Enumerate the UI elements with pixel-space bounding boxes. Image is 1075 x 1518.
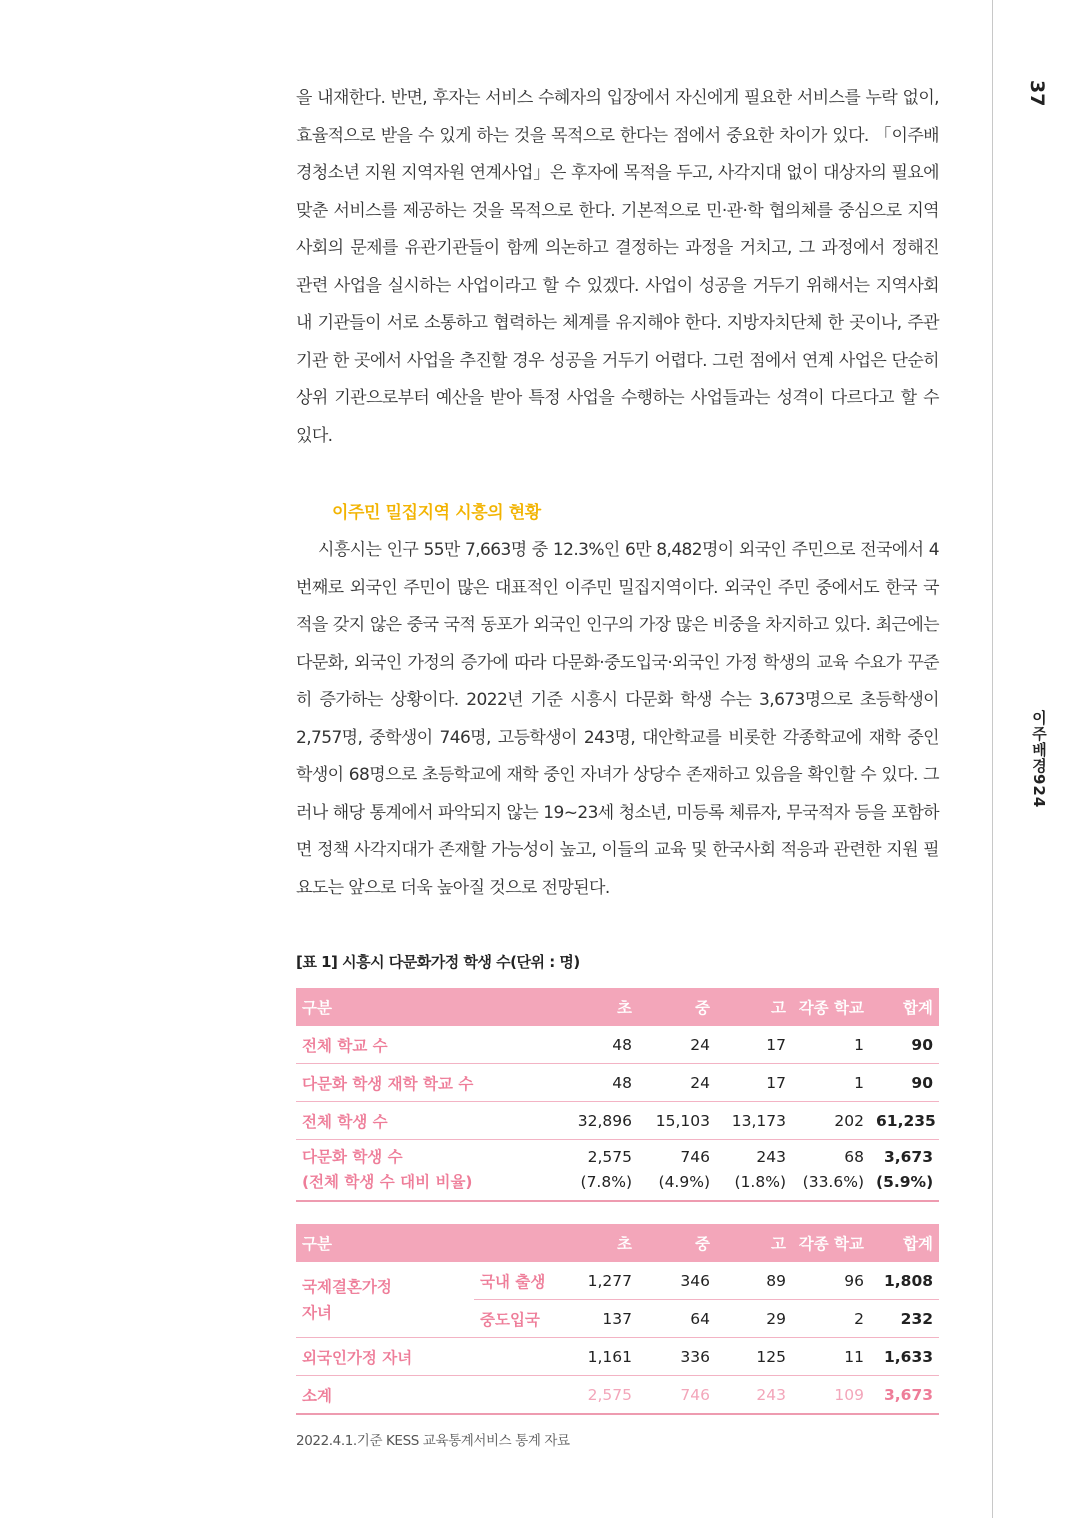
header-total: 합계 — [870, 988, 939, 1026]
cell: 24 — [638, 1064, 716, 1102]
cell: 1,161 — [566, 1338, 638, 1376]
cell: 746 — [638, 1376, 716, 1415]
header-misc-school: 각종 학교 — [792, 988, 870, 1026]
cell: 202 — [792, 1102, 870, 1140]
cell: 346 — [638, 1262, 716, 1300]
cell-ratio: (7.8%) — [580, 1173, 632, 1191]
group-label-line-2: 자녀 — [302, 1303, 332, 1322]
total-cell: 1,633 — [870, 1338, 939, 1376]
header-category: 구분 — [296, 988, 566, 1026]
table-row — [296, 1262, 939, 1300]
table-2 — [296, 1224, 939, 1415]
row-label-line-1: 다문화 학생 수 — [302, 1148, 403, 1166]
cell — [716, 1140, 792, 1202]
header-category: 구분 — [296, 1224, 566, 1262]
source-note: 2022.4.1.기준 KESS 교육통계서비스 통계 자료 — [296, 1433, 570, 1449]
row-label: 다문화 학생 재학 학교 수 — [296, 1064, 566, 1102]
header-high: 고 — [716, 1224, 792, 1262]
header-elementary: 초 — [566, 988, 638, 1026]
header-middle: 중 — [638, 1224, 716, 1262]
cell: 1 — [792, 1064, 870, 1102]
cell: 243 — [716, 1376, 792, 1415]
cell: 1 — [792, 1026, 870, 1064]
header-middle: 중 — [638, 988, 716, 1026]
cell-count: 68 — [844, 1148, 864, 1166]
header-misc-school: 각종 학교 — [792, 1224, 870, 1262]
cell-count: 243 — [756, 1148, 786, 1166]
table-row — [296, 1376, 939, 1415]
cell: 109 — [792, 1376, 870, 1415]
table-1-header — [296, 988, 939, 1026]
section-title: 이주민 밀집지역 시흥의 현황 — [332, 503, 541, 523]
row-label: 전체 학교 수 — [296, 1026, 566, 1064]
total-cell: 3,673 — [870, 1376, 939, 1415]
cell: 48 — [566, 1064, 638, 1102]
cell-count: 3,673 — [883, 1148, 933, 1166]
cell: 96 — [792, 1262, 870, 1300]
cell: 13,173 — [716, 1102, 792, 1140]
total-cell: 90 — [870, 1064, 939, 1102]
cell: 11 — [792, 1338, 870, 1376]
total-cell: 1,808 — [870, 1262, 939, 1300]
cell: 17 — [716, 1026, 792, 1064]
cell-ratio: (4.9%) — [658, 1173, 710, 1191]
table-row — [296, 1026, 939, 1064]
sub-label: 중도입국 — [474, 1300, 566, 1338]
row-label — [296, 1140, 566, 1202]
cell — [792, 1140, 870, 1202]
group-label — [296, 1262, 474, 1338]
paragraph-2: 시흥시는 인구 55만 7,663명 중 12.3%인 6만 8,482명이 외국인 주민으로 전국에서 4번째로 외국인 주민이 많은 대표적인 이주민 밀집지역이다. 외국인 주민 중에서도 한국 국적을 갖지 않은 중국 국적 동포가 외국인 인구의 가장 많은 비중을 차지하고 있다. 최근에는 다문화, 외국인 가정의 증가에 따라 다문화·중도입국·외국인 가정 학생의 교육 수요가 꾸준히 증가하는 상황이다. 2022년 기준 시흥시 다문화 학생 수는 3,673명으로 초등학생이 2,757명, 중학생이 746명, 고등학생이 243명, 대안학교를 비롯한 각종학교에 재학 중인 학생이 68명으로 초등학교에 재학 중인 자녀가 상당수 존재하고 있음을 확인할 수 있다. 그러나 해당 통계에서 파악되지 않는 19~23세 청소년, 미등록 체류자, 무국적자 등을 포함하면 정책 사각지대가 존재할 가능성이 높고, 이들의 교육 및 한국사회 적응과 관련한 지원 필요도는 앞으로 더욱 높아질 것으로 전망된다. — [296, 540, 939, 898]
total-cell — [870, 1140, 939, 1202]
cell-count: 2,575 — [587, 1148, 632, 1166]
cell-ratio: (5.9%) — [876, 1173, 934, 1191]
row-label: 외국인가정 자녀 — [296, 1338, 566, 1376]
cell: 48 — [566, 1026, 638, 1064]
table-row — [296, 1102, 939, 1140]
cell: 1,277 — [566, 1262, 638, 1300]
header-high: 고 — [716, 988, 792, 1026]
table-caption: [표 1] 시흥시 다문화가정 학생 수(단위 : 명) — [296, 953, 580, 971]
row-label-line-2: (전체 학생 수 대비 비율) — [302, 1173, 473, 1191]
total-cell: 90 — [870, 1026, 939, 1064]
table-1 — [296, 988, 939, 1202]
cell: 89 — [716, 1262, 792, 1300]
paragraph-1: 을 내재한다. 반면, 후자는 서비스 수혜자의 입장에서 자신에게 필요한 서비스를 누락 없이, 효율적으로 받을 수 있게 하는 것을 목적으로 한다는 점에서 중요한 차이가 있다. 「이주배경청소년 지원 지역자원 연계사업」은 후자에 목적을 두고, 사각지대 없이 대상자의 필요에 맞춘 서비스를 제공하는 것을 목적으로 한다. 기본적으로 민·관·학 협의체를 중심으로 지역사회의 문제를 유관기관들이 함께 의논하고 결정하는 과정을 거치고, 그 과정에서 정해진 관련 사업을 실시하는 사업이라고 할 수 있겠다. 사업이 성공을 거두기 위해서는 지역사회 내 기관들이 서로 소통하고 협력하는 체계를 유지해야 한다. 지방자치단체 한 곳이나, 주관기관 한 곳에서 사업을 추진할 경우 성공을 거두기 어렵다. 그런 점에서 연계 사업은 단순히 상위 기관으로부터 예산을 받아 특정 사업을 수행하는 사업들과는 성격이 다르다고 할 수 있다. — [296, 88, 939, 446]
total-cell: 61,235 — [870, 1102, 939, 1140]
table-row — [296, 1338, 939, 1376]
article-body — [296, 80, 939, 1449]
cell: 125 — [716, 1338, 792, 1376]
cell: 137 — [566, 1300, 638, 1338]
sub-label: 국내 출생 — [474, 1262, 566, 1300]
cell: 17 — [716, 1064, 792, 1102]
total-cell: 232 — [870, 1300, 939, 1338]
table-row — [296, 1064, 939, 1102]
cell: 29 — [716, 1300, 792, 1338]
table-2-header — [296, 1224, 939, 1262]
running-title: 이주배경924 — [1030, 710, 1048, 809]
cell: 2,575 — [566, 1376, 638, 1415]
cell — [638, 1140, 716, 1202]
cell — [566, 1140, 638, 1202]
cell: 24 — [638, 1026, 716, 1064]
row-label: 전체 학생 수 — [296, 1102, 566, 1140]
table-row — [296, 1140, 939, 1202]
header-total: 합계 — [870, 1224, 939, 1262]
group-label-line-1: 국제결혼가정 — [302, 1277, 392, 1296]
header-elementary: 초 — [566, 1224, 638, 1262]
cell: 15,103 — [638, 1102, 716, 1140]
cell: 32,896 — [566, 1102, 638, 1140]
cell-ratio: (1.8%) — [734, 1173, 786, 1191]
cell-ratio: (33.6%) — [802, 1173, 864, 1191]
cell: 336 — [638, 1338, 716, 1376]
row-label: 소계 — [296, 1376, 566, 1415]
side-rule — [992, 0, 993, 1518]
cell-count: 746 — [680, 1148, 710, 1166]
cell: 64 — [638, 1300, 716, 1338]
cell: 2 — [792, 1300, 870, 1338]
page-number: 37 — [1026, 80, 1048, 107]
